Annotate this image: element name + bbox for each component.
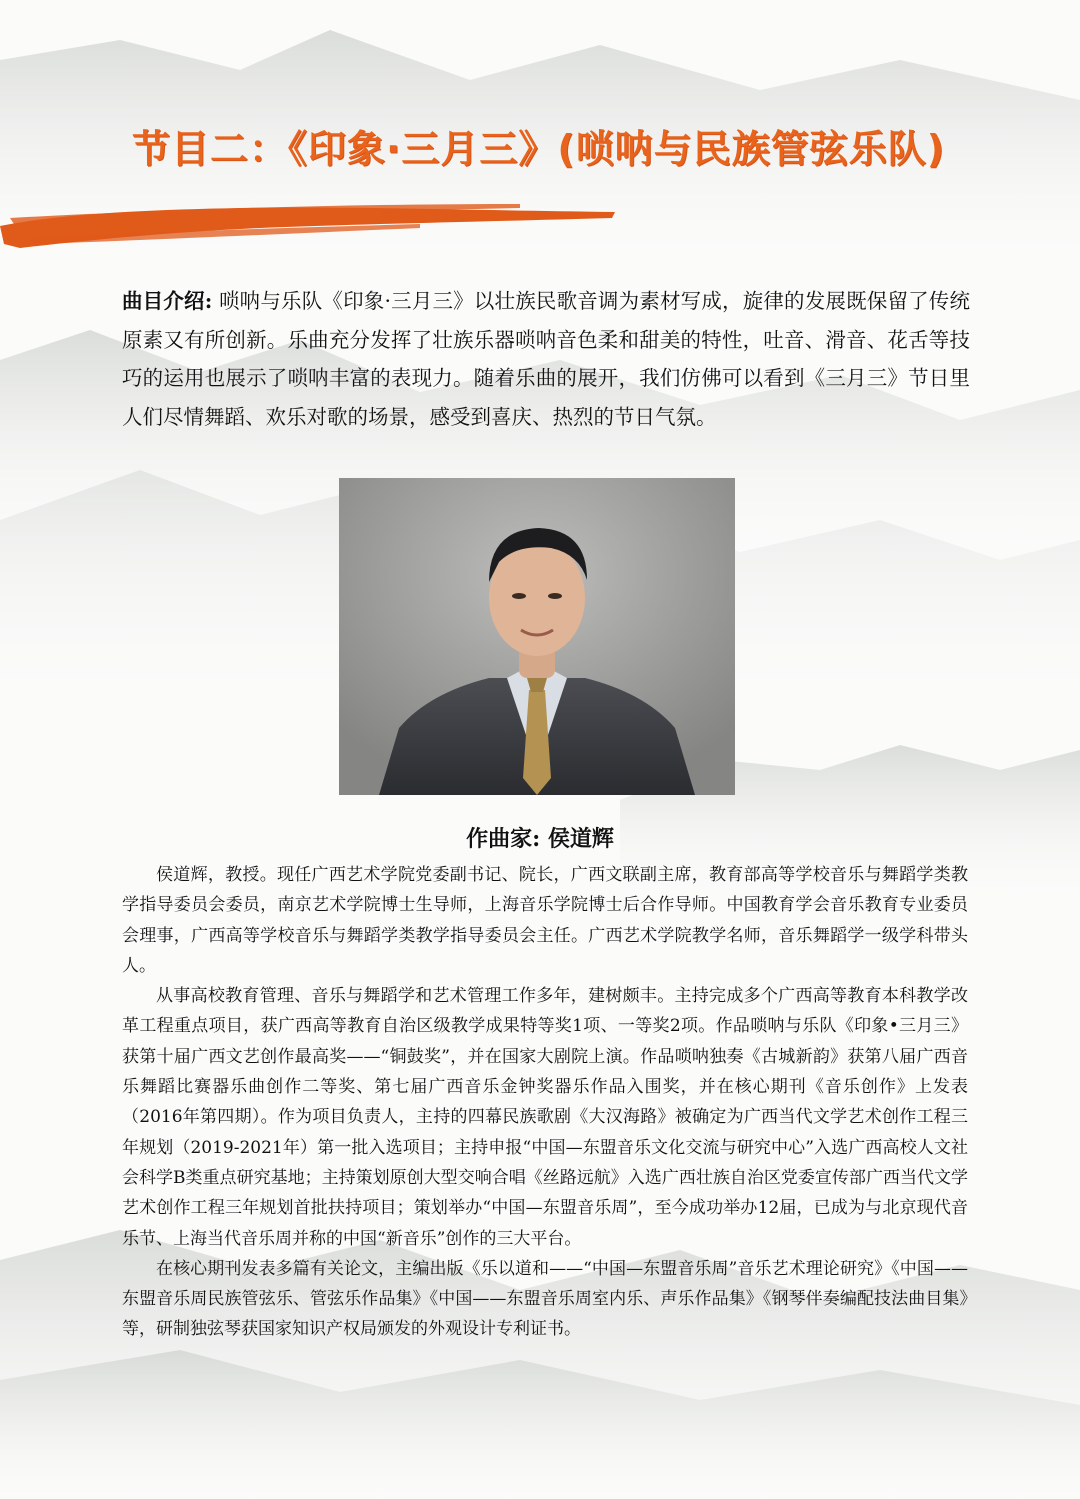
intro-label: 曲目介绍:	[122, 289, 213, 313]
bio-paragraph-2: 从事高校教育管理、音乐与舞蹈学和艺术管理工作多年，建树颇丰。主持完成多个广西高等教育本科教学改革工程重点项目，获广西高等教育自治区级教学成果特等奖1项、一等奖2项。作品唢呐与乐队《印象•三月三》获第十届广西文艺创作最高奖——“铜鼓奖”，并在国家大剧院上演。作品唢呐独奏《古城新韵》获第八届广西音乐舞蹈比赛器乐曲创作二等奖、第七届广西音乐金钟奖器乐作品入围奖，并在核心期刊《音乐创作》上发表（2016年第四期）。作为项目负责人，主持的四幕民族歌剧《大汉海路》被确定为广西当代文学艺术创作工程三年规划（2019-2021年）第一批入选项目；主持申报“中国—东盟音乐文化交流与研究中心”入选广西高校人文社会科学B类重点研究基地；主持策划原创大型交响合唱《丝路远航》入选广西壮族自治区党委宣传部广西当代文学艺术创作工程三年规划首批扶持项目；策划举办“中国—东盟音乐周”，至今成功举办12届，已成为与北京现代音乐节、上海当代音乐周并称的中国“新音乐”创作的三大平台。	[122, 986, 968, 1249]
composer-portrait	[339, 478, 735, 795]
composer-heading: 作曲家: 侯道辉	[466, 826, 614, 852]
intro-text: 唢呐与乐队《印象·三月三》以壮族民歌音调为素材写成，旋律的发展既保留了传统原素又有所创新。乐曲充分发挥了壮族乐器唢呐音色柔和甜美的特性，吐音、滑音、花舌等技巧的运用也展示了唢呐丰富的表现力。随着乐曲的展开，我们仿佛可以看到《三月三》节日里人们尽情舞蹈、欢乐对歌的场景，感受到喜庆、热烈的节日气氛。	[122, 289, 970, 429]
orange-brush-stroke	[0, 188, 620, 258]
bio-paragraph-3: 在核心期刊发表多篇有关论文，主编出版《乐以道和——“中国—东盟音乐周”音乐艺术理论研究》《中国——东盟音乐周民族管弦乐、管弦乐作品集》《中国——东盟音乐周室内乐、声乐作品集》《钢琴伴奏编配技法曲目集》等，研制独弦琴获国家知识产权局颁发的外观设计专利证书。	[122, 1258, 968, 1340]
program-title: 节目二：《印象·三月三》(唢呐与民族管弦乐队)	[132, 127, 946, 171]
composer-biography	[122, 860, 968, 1345]
program-introduction	[122, 282, 970, 436]
bio-paragraph-1: 侯道辉，教授。现任广西艺术学院党委副书记、院长，广西文联副主席，教育部高等学校音乐与舞蹈学类教学指导委员会委员，南京艺术学院博士生导师，上海音乐学院博士后合作导师。中国教育学会音乐教育专业委员会理事，广西高等学校音乐与舞蹈学类教学指导委员会主任。广西艺术学院教学名师，音乐舞蹈学一级学科带头人。	[122, 865, 968, 976]
